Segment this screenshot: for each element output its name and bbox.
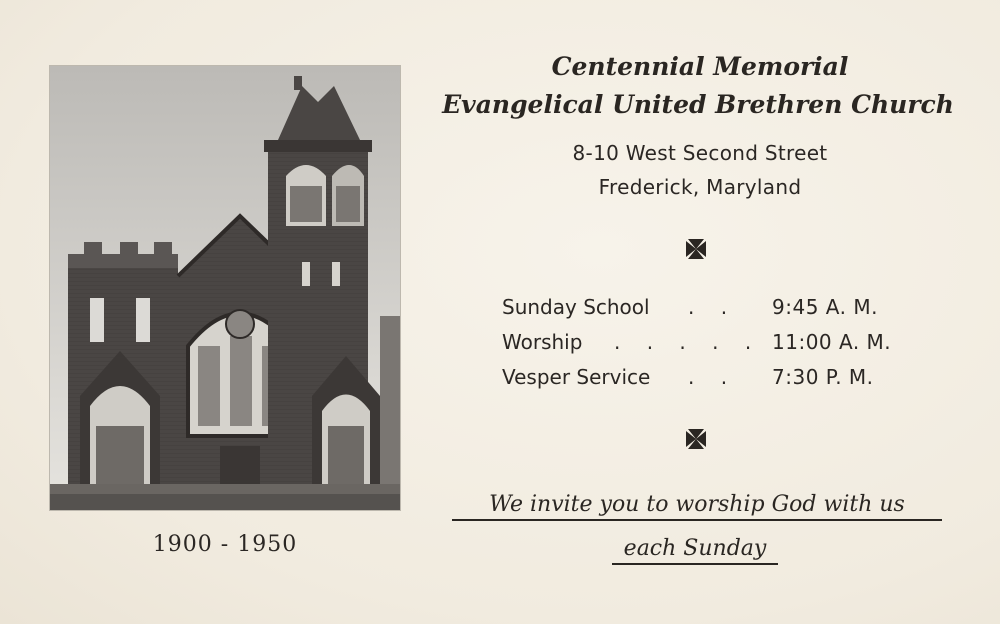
church-photo xyxy=(50,66,400,510)
service-row-worship xyxy=(502,330,902,360)
anniversary-years: 1900 - 1950 xyxy=(152,532,298,557)
service-leader-dots: . . . . . xyxy=(614,330,762,354)
service-time: 11:00 A. M. xyxy=(772,330,892,354)
church-name-line1: Centennial Memorial xyxy=(551,52,849,81)
maltese-cross-icon xyxy=(683,426,709,452)
maltese-cross-icon xyxy=(683,236,709,262)
invitation-line2: each Sunday xyxy=(612,536,778,565)
service-row-sunday-school xyxy=(502,295,902,325)
church-name-line2: Evangelical United Brethren Church xyxy=(442,90,954,119)
service-name: Worship xyxy=(502,330,583,354)
invitation-line1: We invite you to worship God with us xyxy=(452,492,942,521)
address-street: 8-10 West Second Street xyxy=(572,141,828,165)
service-leader-dots: . . xyxy=(688,365,738,389)
service-leader-dots: . . xyxy=(688,295,738,319)
service-time: 7:30 P. M. xyxy=(772,365,874,389)
service-name: Sunday School xyxy=(502,295,650,319)
service-name: Vesper Service xyxy=(502,365,651,389)
church-illustration xyxy=(50,66,400,510)
address-city: Frederick, Maryland xyxy=(598,175,802,199)
service-row-vesper xyxy=(502,365,902,395)
service-time: 9:45 A. M. xyxy=(772,295,878,319)
